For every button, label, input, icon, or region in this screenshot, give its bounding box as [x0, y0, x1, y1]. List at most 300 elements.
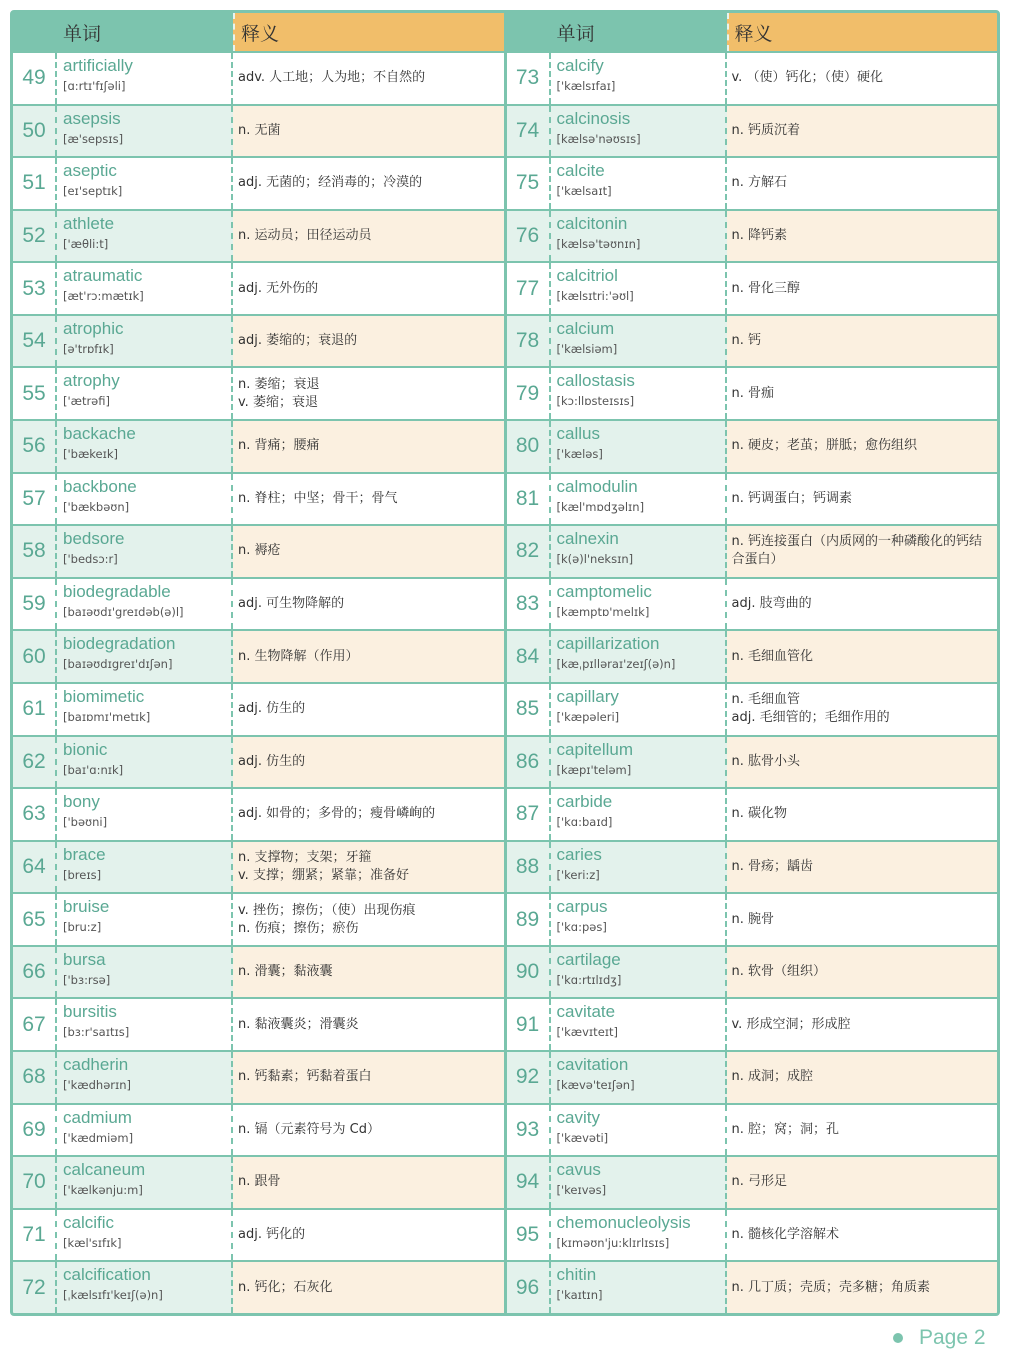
table-row	[13, 579, 504, 630]
word-cell	[57, 894, 233, 945]
table-row	[507, 737, 998, 788]
phonetic: ['kælkənju:m]	[63, 1183, 143, 1198]
word-cell	[57, 1052, 233, 1103]
table-row	[507, 684, 998, 735]
word-cell	[551, 263, 727, 314]
phonetic: ['kævɪteɪt]	[556, 1025, 619, 1040]
entry-number: 63	[13, 789, 57, 840]
headword: athlete	[63, 213, 115, 233]
definition: n. 运动员；田径运动员	[233, 211, 504, 262]
entry-number: 76	[507, 211, 551, 262]
phonetic: ['keɪvəs]	[556, 1183, 607, 1198]
table-row	[13, 316, 504, 367]
phonetic: ['kæləs]	[556, 447, 603, 462]
phonetic: [kɔ:llɒsteɪsɪs]	[556, 394, 635, 409]
headword: caries	[556, 844, 602, 864]
entry-number: 85	[507, 684, 551, 735]
entry-number: 53	[13, 263, 57, 314]
table-row	[507, 1157, 998, 1208]
word-list	[13, 53, 504, 1313]
table-row	[507, 947, 998, 998]
phonetic: ['kævəti]	[556, 1130, 609, 1145]
entry-number: 75	[507, 158, 551, 209]
entry-number: 56	[13, 421, 57, 472]
definition: adj. 无外伤的	[238, 280, 319, 296]
headword: backache	[63, 424, 136, 444]
definition: n. 骨痂	[731, 385, 775, 401]
entry-number: 62	[13, 737, 57, 788]
headword: calcaneum	[63, 1160, 146, 1180]
entry-number: 74	[507, 106, 551, 157]
table-row	[507, 421, 998, 472]
left-column	[13, 13, 504, 1313]
headword: calcify	[556, 56, 604, 75]
table-row	[13, 842, 504, 893]
word-cell	[551, 316, 727, 367]
word-cell	[551, 474, 727, 525]
phonetic: ['kælsiəm]	[556, 341, 618, 356]
entry-number: 93	[507, 1105, 551, 1156]
entry-number: 88	[507, 842, 551, 893]
word-cell	[57, 947, 233, 998]
word-cell	[57, 1262, 233, 1313]
entry-number: 94	[507, 1157, 551, 1208]
table-row	[13, 211, 504, 262]
entry-number: 81	[507, 474, 551, 525]
header-num-cell	[13, 13, 57, 51]
table-row	[507, 1052, 998, 1103]
headword: bruise	[63, 897, 110, 917]
headword: atraumatic	[63, 266, 143, 286]
entry-number: 58	[13, 526, 57, 577]
phonetic: [eɪ'septɪk]	[63, 184, 123, 199]
entry-number: 67	[13, 999, 57, 1050]
table-header	[507, 13, 998, 51]
word-cell	[57, 368, 233, 419]
entry-number: 87	[507, 789, 551, 840]
headword: cavus	[556, 1160, 601, 1180]
word-cell	[551, 631, 727, 682]
entry-number: 91	[507, 999, 551, 1050]
phonetic: [k(ə)l'neksɪn]	[556, 552, 634, 567]
word-cell	[57, 158, 233, 209]
headword: capillary	[556, 686, 619, 706]
table-row	[507, 579, 998, 630]
definition: n. 镉（元素符号为 Cd）	[238, 1121, 380, 1137]
entry-number: 60	[13, 631, 57, 682]
headword: calcitriol	[556, 266, 618, 286]
definition: adj. 可生物降解的	[238, 596, 345, 612]
table-row	[507, 894, 998, 945]
header-definition: 释义	[727, 13, 998, 51]
definition: adj. 萎缩的；衰退的	[233, 316, 504, 367]
table-row	[13, 789, 504, 840]
entry-number: 90	[507, 947, 551, 998]
phonetic: [baɪɒmɪ'metɪk]	[63, 709, 151, 724]
table-row	[13, 894, 504, 945]
definition: n. 萎缩；衰退 v. 萎缩；衰退	[238, 376, 320, 410]
table-row	[13, 53, 504, 104]
word-list	[507, 53, 998, 1313]
word-cell	[551, 947, 727, 998]
entry-number: 77	[507, 263, 551, 314]
headword: callostasis	[556, 371, 635, 391]
table-row	[13, 1262, 504, 1313]
word-cell	[57, 106, 233, 157]
phonetic: ['bækeɪk]	[63, 447, 118, 462]
phonetic: [kæpɪ'teləm]	[556, 762, 632, 777]
definition: n. 软骨（组织）	[727, 947, 998, 998]
table-row	[13, 947, 504, 998]
table-row	[13, 421, 504, 472]
word-cell	[57, 842, 233, 893]
table-row	[13, 474, 504, 525]
definition: n. 生物降解（作用）	[233, 631, 504, 682]
word-cell	[57, 789, 233, 840]
definition: n. 背痛；腰痛	[233, 421, 504, 472]
entry-number: 70	[13, 1157, 57, 1208]
page-footer	[893, 1326, 986, 1350]
word-cell	[57, 1210, 233, 1261]
phonetic: ['bɜ:rsə]	[63, 972, 111, 987]
headword: bedsore	[63, 529, 125, 549]
headword: calcific	[63, 1212, 115, 1232]
definition: n. 毛细血管 adj. 毛细管的；毛细作用的	[731, 692, 890, 726]
definition: n. 滑囊；黏液囊	[233, 947, 504, 998]
entry-number: 82	[507, 526, 551, 577]
table-row	[13, 1210, 504, 1261]
definition: n. 脊柱；中坚；骨干；骨气	[238, 490, 398, 506]
entry-number: 80	[507, 421, 551, 472]
word-cell	[57, 684, 233, 735]
word-cell	[551, 53, 727, 104]
entry-number: 66	[13, 947, 57, 998]
headword: calmodulin	[556, 476, 638, 496]
entry-number: 64	[13, 842, 57, 893]
phonetic: [kæˌpɪlləraɪ'zeɪʃ(ə)n]	[556, 657, 676, 672]
headword: biodegradation	[63, 634, 176, 654]
table-row	[507, 842, 998, 893]
table-row	[13, 263, 504, 314]
definition: n. 钙质沉着	[727, 106, 998, 157]
entry-number: 79	[507, 368, 551, 419]
definition: n. 钙化；石灰化	[233, 1262, 504, 1313]
definition: n. 弓形足	[727, 1157, 998, 1208]
definition: n. 黏液囊炎；滑囊炎	[238, 1016, 359, 1032]
table-row	[13, 737, 504, 788]
entry-number: 61	[13, 684, 57, 735]
word-cell	[551, 842, 727, 893]
phonetic: [bɜ:r'saɪtɪs]	[63, 1025, 130, 1040]
table-row	[507, 1262, 998, 1313]
headword: bursitis	[63, 1002, 117, 1022]
definition: adj. 无菌的；经消毒的；冷漠的	[238, 175, 423, 191]
entry-number: 89	[507, 894, 551, 945]
entry-number: 71	[13, 1210, 57, 1261]
entry-number: 52	[13, 211, 57, 262]
word-cell	[551, 1157, 727, 1208]
entry-number: 49	[13, 53, 57, 104]
definition: n. 肱骨小头	[727, 737, 998, 788]
definition: n. 无菌	[233, 106, 504, 157]
definition: n. 钙调蛋白；钙调素	[731, 490, 853, 506]
definition: n. 支撑物；支架；牙箍 v. 支撑；绷紧；紧靠；准备好	[233, 842, 504, 893]
entry-number: 84	[507, 631, 551, 682]
definition: n. 褥疮	[233, 526, 504, 577]
table-row	[507, 631, 998, 682]
headword: bionic	[63, 739, 108, 759]
word-cell	[551, 1262, 727, 1313]
table-row	[13, 999, 504, 1050]
definition: v. （使）钙化；（使）硬化	[731, 70, 883, 86]
header-num-cell	[507, 13, 551, 51]
phonetic: ['kɑ:rtɪlɪdʒ]	[556, 972, 622, 987]
word-cell	[551, 894, 727, 945]
entry-number: 73	[507, 53, 551, 104]
table-row	[13, 106, 504, 157]
table-row	[507, 999, 998, 1050]
phonetic: [ˌkælsɪfɪ'keɪʃ(ə)n]	[63, 1288, 163, 1303]
headword: cavity	[556, 1107, 600, 1127]
word-cell	[57, 631, 233, 682]
entry-number: 54	[13, 316, 57, 367]
phonetic: [baɪəʊdɪ'greɪdəb(ə)l]	[63, 604, 184, 619]
headword: camptomelic	[556, 581, 652, 601]
phonetic: [baɪəʊdɪgreɪ'dɪʃən]	[63, 657, 173, 672]
phonetic: [kælsə'nəʊsɪs]	[556, 131, 641, 146]
headword: brace	[63, 844, 106, 864]
headword: chemonucleolysis	[556, 1212, 691, 1232]
definition: n. 碳化物	[731, 806, 788, 822]
word-cell	[551, 368, 727, 419]
entry-number: 68	[13, 1052, 57, 1103]
table-row	[507, 53, 998, 104]
definition: adj. 钙化的	[238, 1227, 306, 1242]
phonetic: ['kæpəleri]	[556, 709, 620, 724]
word-cell	[551, 526, 727, 577]
word-cell	[57, 579, 233, 630]
phonetic: [bru:z]	[63, 920, 102, 935]
phonetic: ['bedsɔ:r]	[63, 552, 118, 567]
definition: adj. 肢弯曲的	[731, 596, 812, 612]
headword: calcification	[63, 1265, 151, 1285]
definition: n. 骨疡；龋齿	[727, 842, 998, 893]
definition: n. 毛细血管化	[727, 631, 998, 682]
table-row	[507, 1210, 998, 1261]
phonetic: ['kɑ:pəs]	[556, 920, 607, 935]
word-cell	[57, 1157, 233, 1208]
definition: v. 挫伤；擦伤；（使）出现伤痕 n. 伤痕；擦伤；瘀伤	[238, 902, 416, 936]
headword: biomimetic	[63, 686, 145, 706]
entry-number: 72	[13, 1262, 57, 1313]
headword: cadherin	[63, 1054, 129, 1074]
table-row	[13, 631, 504, 682]
headword: calcium	[556, 318, 615, 338]
table-row	[13, 368, 504, 419]
page-number: Page 2	[919, 1326, 986, 1349]
phonetic: [ə'trɒfɪk]	[63, 341, 114, 356]
word-cell	[551, 421, 727, 472]
definition: n. 降钙素	[727, 211, 998, 262]
header-word: 单词	[57, 13, 233, 51]
headword: calnexin	[556, 529, 619, 549]
table-row	[13, 684, 504, 735]
entry-number: 69	[13, 1105, 57, 1156]
entry-number: 59	[13, 579, 57, 630]
definition: adj. 仿生的	[238, 701, 306, 717]
definition: n. 方解石	[731, 175, 788, 191]
table-row	[507, 106, 998, 157]
definition: n. 几丁质；壳质；壳多糖；角质素	[727, 1262, 998, 1313]
headword: atrophy	[63, 371, 120, 391]
entry-number: 51	[13, 158, 57, 209]
word-cell	[57, 474, 233, 525]
table-row	[13, 526, 504, 577]
phonetic: [kælsə'təʊnɪn]	[556, 236, 641, 251]
phonetic: ['kædmiəm]	[63, 1130, 134, 1145]
entry-number: 95	[507, 1210, 551, 1261]
word-cell	[57, 999, 233, 1050]
definition: n. 钙	[727, 316, 998, 367]
headword: carbide	[556, 792, 613, 812]
entry-number: 83	[507, 579, 551, 630]
phonetic: [kælsɪtri:'əʊl]	[556, 289, 634, 304]
phonetic: ['æθli:t]	[63, 236, 109, 251]
definition: n. 骨化三醇	[731, 280, 801, 296]
phonetic: [æt'rɔ:mætɪk]	[63, 289, 144, 304]
phonetic: [ɑ:rtɪ'fɪʃəli]	[63, 79, 126, 93]
header-word: 单词	[551, 13, 727, 51]
word-cell	[551, 211, 727, 262]
phonetic: ['bækbəʊn]	[63, 499, 130, 514]
headword: cartilage	[556, 949, 621, 969]
table-row	[13, 1157, 504, 1208]
definition: adj. 仿生的	[233, 737, 504, 788]
phonetic: ['keri:z]	[556, 867, 600, 882]
definition: n. 硬皮；老茧；胼胝；愈伤组织	[727, 421, 998, 472]
word-cell	[551, 106, 727, 157]
table-row	[507, 211, 998, 262]
phonetic: ['kædhərɪn]	[63, 1077, 132, 1092]
word-cell	[551, 158, 727, 209]
definition: n. 髓核化学溶解术	[731, 1227, 840, 1242]
word-cell	[57, 421, 233, 472]
word-cell	[57, 1105, 233, 1156]
headword: artificially	[63, 56, 133, 75]
headword: atrophic	[63, 318, 124, 338]
table-row	[507, 158, 998, 209]
entry-number: 50	[13, 106, 57, 157]
phonetic: [kævə'teɪʃən]	[556, 1077, 635, 1092]
phonetic: [kæl'sɪfɪk]	[63, 1235, 122, 1250]
word-cell	[57, 316, 233, 367]
headword: aseptic	[63, 161, 117, 181]
word-cell	[551, 1210, 727, 1261]
table-row	[507, 368, 998, 419]
entry-number: 55	[13, 368, 57, 419]
headword: chitin	[556, 1265, 597, 1285]
headword: calcitonin	[556, 213, 628, 233]
word-cell	[551, 999, 727, 1050]
phonetic: ['kælsɪfaɪ]	[556, 79, 616, 93]
phonetic: ['ætrəfi]	[63, 394, 110, 409]
word-cell	[57, 53, 233, 104]
table-row	[507, 789, 998, 840]
definition: v. 形成空洞；形成腔	[731, 1016, 851, 1032]
table-row	[507, 474, 998, 525]
word-cell	[57, 526, 233, 577]
table-row	[507, 526, 998, 577]
headword: callus	[556, 424, 600, 444]
phonetic: [æ'sepsɪs]	[63, 131, 124, 146]
headword: carpus	[556, 897, 608, 917]
word-cell	[551, 1105, 727, 1156]
headword: asepsis	[63, 108, 121, 128]
phonetic: [kæmptɒ'melɪk]	[556, 604, 650, 619]
phonetic: [kɪməʊn'ju:klɪrlɪsɪs]	[556, 1235, 670, 1250]
definition: n. 腔；窝；洞；孔	[731, 1121, 840, 1137]
definition: n. 跟骨	[233, 1157, 504, 1208]
headword: calcinosis	[556, 108, 631, 128]
headword: cadmium	[63, 1107, 132, 1127]
header-definition: 释义	[233, 13, 504, 51]
phonetic: ['bəʊni]	[63, 815, 108, 830]
table-header	[13, 13, 504, 51]
headword: bony	[63, 792, 100, 812]
word-cell	[57, 211, 233, 262]
table-row	[507, 263, 998, 314]
headword: cavitate	[556, 1002, 616, 1022]
bullet-dot-icon	[893, 1333, 903, 1343]
entry-number: 96	[507, 1262, 551, 1313]
entry-number: 78	[507, 316, 551, 367]
definition: n. 成洞；成腔	[727, 1052, 998, 1103]
headword: capitellum	[556, 739, 634, 759]
phonetic: ['kaɪtɪn]	[556, 1288, 603, 1303]
headword: cavitation	[556, 1054, 629, 1074]
entry-number: 65	[13, 894, 57, 945]
word-cell	[57, 737, 233, 788]
phonetic: ['kɑ:baɪd]	[556, 815, 613, 830]
definition: adv. 人工地；人为地；不自然的	[238, 70, 426, 86]
headword: calcite	[556, 161, 605, 181]
headword: capillarization	[556, 634, 660, 654]
right-column	[507, 13, 998, 1313]
word-cell	[551, 579, 727, 630]
phonetic: [kæl'mɒdʒəlɪn]	[556, 499, 645, 514]
phonetic: ['kælsaɪt]	[556, 184, 612, 199]
phonetic: [baɪ'ɑ:nɪk]	[63, 762, 124, 777]
definition: adj. 如骨的；多骨的；瘦骨嶙峋的	[238, 806, 436, 822]
word-cell	[551, 1052, 727, 1103]
definition: n. 钙黏素；钙黏着蛋白	[233, 1052, 504, 1103]
word-cell	[551, 684, 727, 735]
word-cell	[551, 737, 727, 788]
phonetic: [breɪs]	[63, 867, 102, 882]
headword: biodegradable	[63, 581, 171, 601]
table-row	[13, 1052, 504, 1103]
table-row	[13, 158, 504, 209]
headword: backbone	[63, 476, 137, 496]
headword: bursa	[63, 949, 106, 969]
word-cell	[57, 263, 233, 314]
definition: n. 钙连接蛋白（内质网的一种磷酸化的钙结合蛋白）	[727, 526, 998, 577]
table-row	[507, 316, 998, 367]
definition: n. 腕骨	[731, 911, 775, 927]
entry-number: 92	[507, 1052, 551, 1103]
table-row	[507, 1105, 998, 1156]
table-row	[13, 1105, 504, 1156]
